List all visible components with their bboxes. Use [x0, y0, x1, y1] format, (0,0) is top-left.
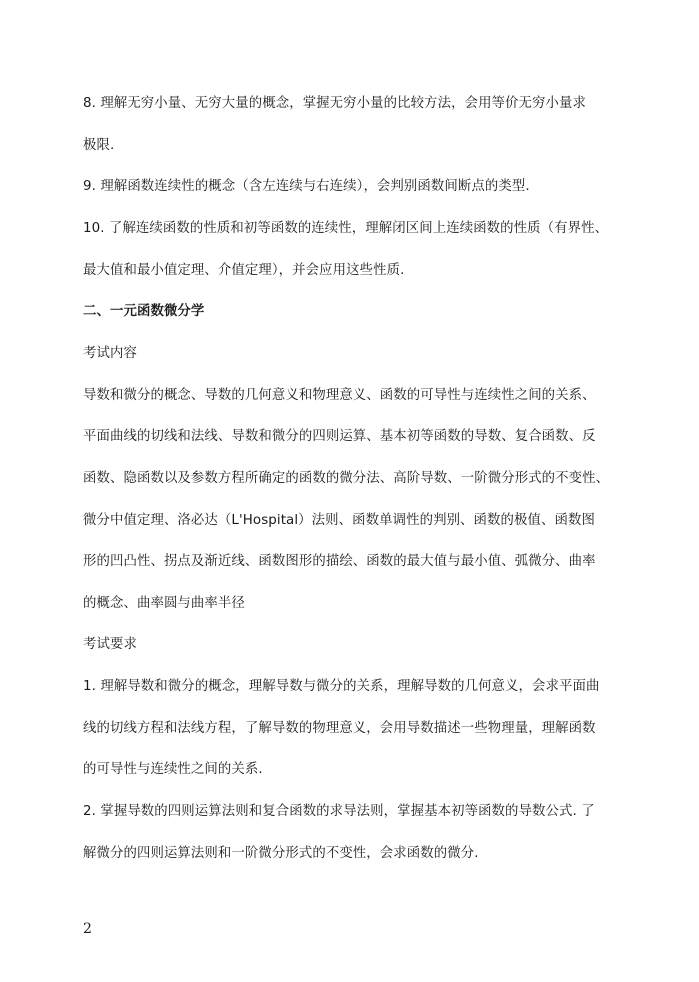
text-line-1: 8. 理解无穷小量、无穷大量的概念，掌握无穷小量的比较方法，会用等价无穷小量求: [83, 96, 586, 111]
section-heading: 二、一元函数微分学: [83, 304, 205, 319]
text-line-10: 函数、隐函数以及参数方程所确定的函数的微分法、高阶导数、一阶微分形式的不变性、: [83, 471, 610, 486]
subheading-exam-requirements: 考试要求: [83, 637, 137, 652]
text-line-4: 10. 了解连续函数的性质和初等函数的连续性，理解闭区间上连续函数的性质（有界性、: [83, 221, 609, 236]
page-number: 2: [83, 921, 92, 937]
text-line-17: 的可导性与连续性之间的关系.: [83, 762, 263, 777]
text-line-3: 9. 理解函数连续性的概念（含左连续与右连续），会判别函数间断点的类型.: [83, 179, 530, 194]
text-line-9: 平面曲线的切线和法线、导数和微分的四则运算、基本初等函数的导数、复合函数、反: [83, 429, 596, 444]
text-line-11: 微分中值定理、洛必达（L'Hospital）法则、函数单调性的判别、函数的极值、函数图: [83, 513, 595, 528]
text-line-5: 最大值和最小值定理、介值定理），并会应用这些性质.: [83, 263, 405, 278]
subheading-exam-content: 考试内容: [83, 346, 137, 361]
text-line-16: 线的切线方程和法线方程，了解导数的物理意义，会用导数描述一些物理量，理解函数: [83, 721, 596, 736]
text-line-18: 2. 掌握导数的四则运算法则和复合函数的求导法则，掌握基本初等函数的导数公式. 了: [83, 804, 595, 819]
text-line-13: 的概念、曲率圆与曲率半径: [83, 596, 245, 611]
text-line-2: 极限.: [83, 138, 115, 153]
text-line-8: 导数和微分的概念、导数的几何意义和物理意义、函数的可导性与连续性之间的关系、: [83, 388, 596, 403]
text-line-12: 形的凹凸性、拐点及渐近线、函数图形的描绘、函数的最大值与最小值、弧微分、曲率: [83, 554, 596, 569]
text-line-19: 解微分的四则运算法则和一阶微分形式的不变性，会求函数的微分.: [83, 846, 479, 861]
text-line-15: 1. 理解导数和微分的概念，理解导数与微分的关系，理解导数的几何意义，会求平面曲: [83, 679, 600, 694]
